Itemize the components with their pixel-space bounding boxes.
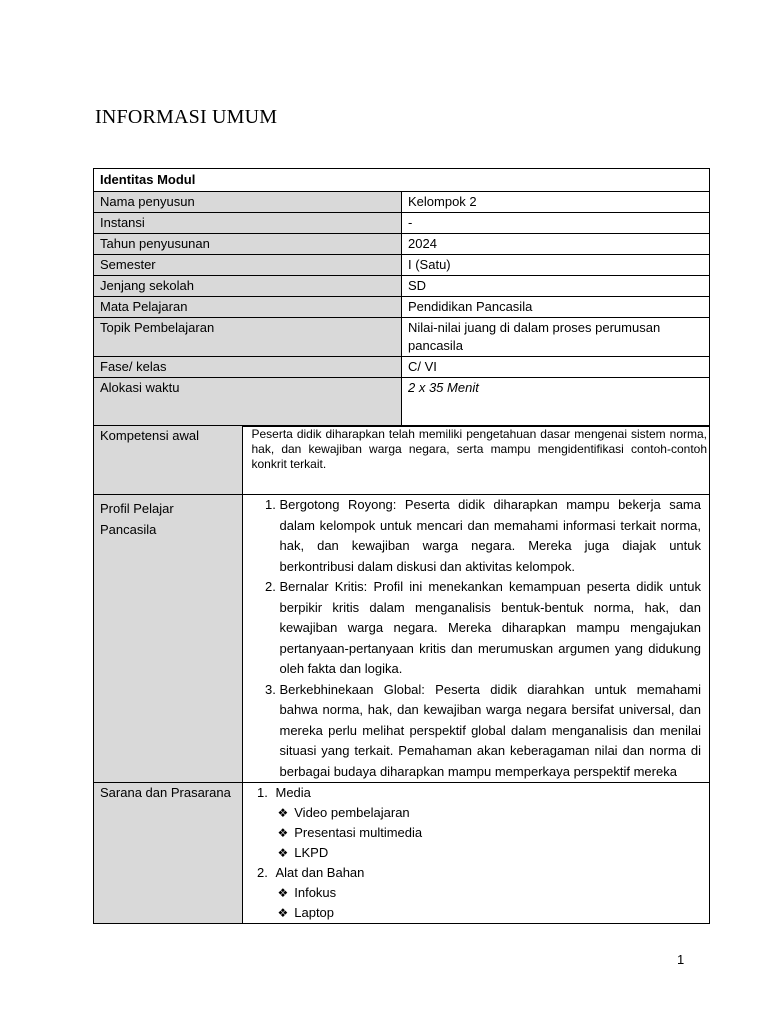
table-row [94,234,710,255]
row-value: I (Satu) [402,255,710,276]
row-label: Tahun penyusunan [94,234,402,255]
profil-label-line2: Pancasila [100,522,157,537]
identitas-modul-table [93,168,710,427]
list-item [271,863,707,923]
table-row [94,378,710,427]
profil-list [251,495,707,782]
table-row [94,192,710,213]
row-label: Instansi [94,213,402,234]
kompetensi-text: Peserta didik diharapkan telah memiliki pengetahuan dasar mengenai sistem norma, hak, dan kewajiban warga negara, serta mampu mengidentifikasi contoh-contoh konkrit terkait. [251,427,707,471]
list-item: ❖ Laptop [277,903,707,923]
row-value: - [402,213,710,234]
row-value: 2024 [402,234,710,255]
table-row [94,426,710,495]
group-title: Alat dan Bahan [275,865,365,880]
table-row [94,276,710,297]
table-row [94,357,710,378]
list-item: 1. Bergotong Royong: Peserta didik diharapkan mampu bekerja sama dalam kelompok untuk mencari dan memahami informasi terkait norma, hak, dan kewajiban warga negara. Mereka juga diajak untuk berkontribusi dalam diskusi dan aktivitas kelompok. [279,495,707,577]
row-value: Nilai-nilai juang di dalam proses perumusan pancasila [402,318,710,357]
list-item [271,783,707,863]
table-row [94,318,710,357]
identitas-heading: Identitas Modul [94,169,710,192]
list-item: ❖ LKPD [277,843,707,863]
page-number: 1 [677,952,685,967]
row-value: Pendidikan Pancasila [402,297,710,318]
row-label: Semester [94,255,402,276]
row-value: SD [402,276,710,297]
row-label: Fase/ kelas [94,357,402,378]
row-label: Mata Pelajaran [94,297,402,318]
list-item: ❖ Infokus [277,883,707,903]
sublist [275,883,707,923]
table-row [94,213,710,234]
table-row [94,297,710,318]
row-value: Kelompok 2 [402,192,710,213]
profil-label [94,495,243,783]
list-item: 3. Berkebhinekaan Global: Peserta didik diarahkan untuk memahami bahwa norma, hak, dan kewajiban warga negara bersifat universal, dan mereka perlu melihat perspektif global dalam menganalisis dan menilai situasi yang terkait. Pemahaman akan keberagaman nilai dan norma di berbagai budaya diharapkan mampu memperkaya perspektif mereka [279,680,707,783]
document-title: INFORMASI UMUM [95,106,278,128]
table-row [94,495,710,783]
sarana-list [249,783,707,923]
group-title: Media [275,785,311,800]
row-value: 2 x 35 Menit [402,378,710,427]
row-value: C/ VI [402,357,710,378]
row-label: Jenjang sekolah [94,276,402,297]
table-row [94,783,710,924]
list-item: ❖ Video pembelajaran [277,803,707,823]
row-label: Alokasi waktu [94,378,402,427]
detail-table [93,425,710,924]
row-label: Topik Pembelajaran [94,318,402,357]
row-label: Nama penyusun [94,192,402,213]
list-item: 2. Bernalar Kritis: Profil ini menekankan kemampuan peserta didik untuk berpikir kritis dalam menganalisis bentuk-bentuk norma, hak, dan kewajiban warga negara. Mereka diharapkan mampu mengajukan pertanyaan-pertanyaan kritis dan merumuskan argumen yang didukung oleh fakta dan logika. [279,577,707,680]
sarana-label: Sarana dan Prasarana [94,783,243,924]
kompetensi-label: Kompetensi awal [94,426,243,495]
profil-label-line1: Profil Pelajar [100,501,174,516]
sublist [275,803,707,863]
list-item: ❖ Presentasi multimedia [277,823,707,843]
table-row [94,255,710,276]
